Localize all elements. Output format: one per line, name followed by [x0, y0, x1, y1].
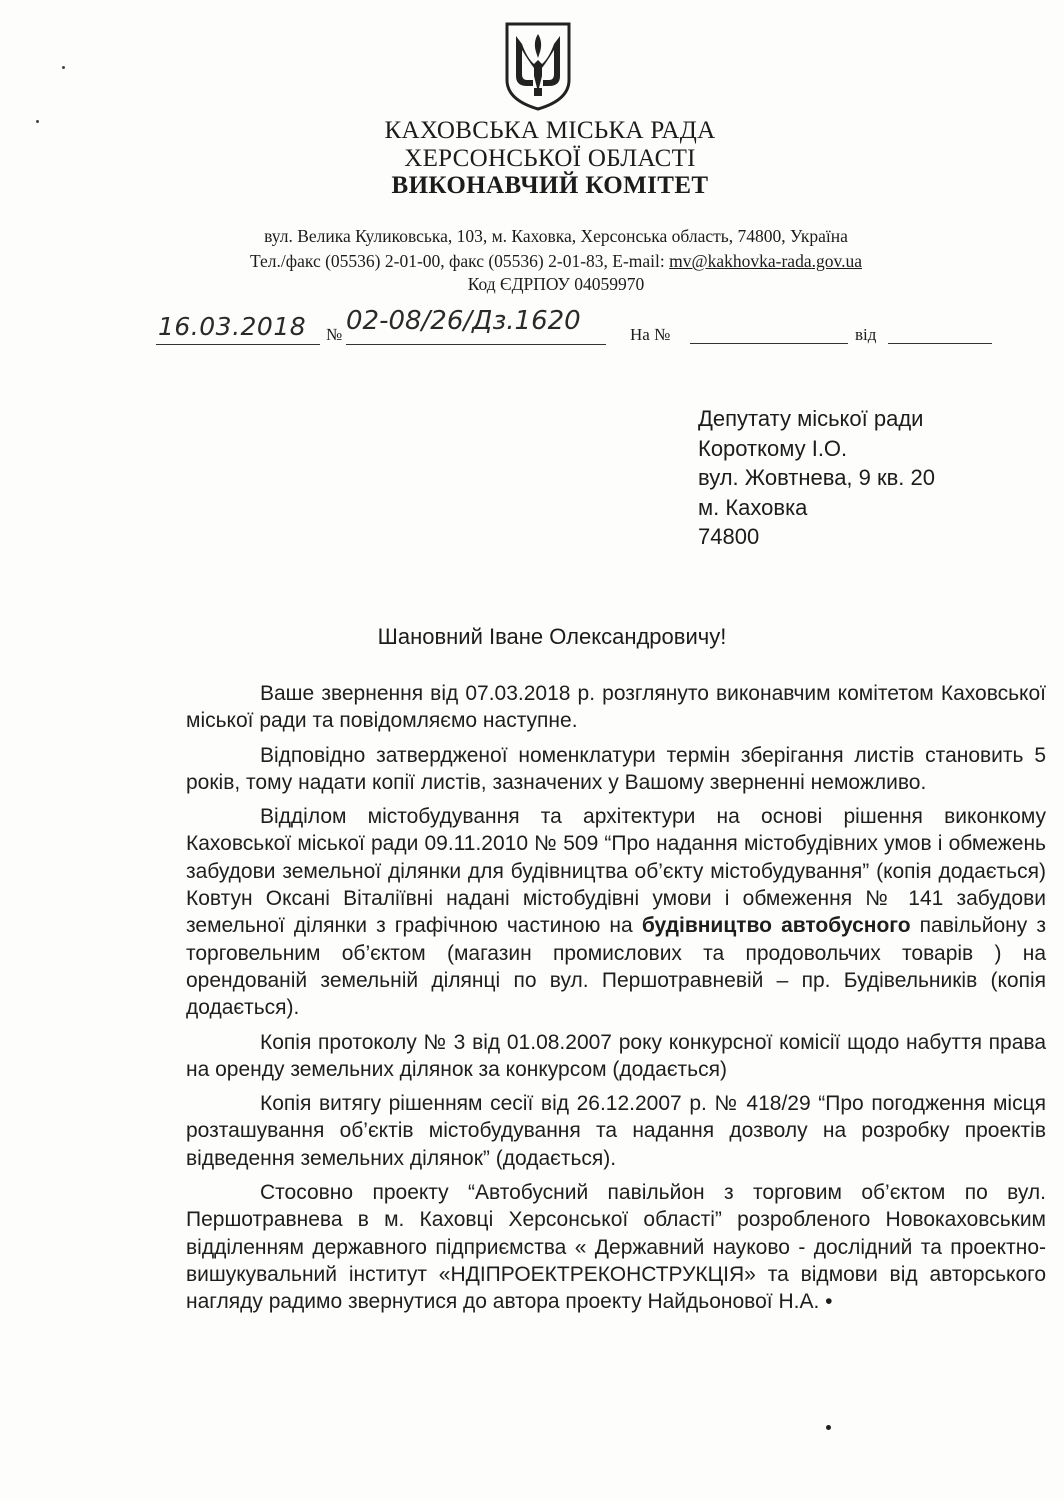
contact-address: вул. Велика Куликовська, 103, м. Каховка, Херсонська область, 74800, Україна	[264, 226, 848, 246]
body-paragraph: Копія витягу рішенням сесії від 26.12.2007 р. № 418/29 “Про погодження місця розташування об’єктів містобудування та надання дозволу на розробку проектів відведення земельних ділянок” (додається).	[186, 1092, 1046, 1170]
body-paragraph: Копія протоколу № 3 від 01.08.2007 року конкурсної комісії щодо набуття права на оренду земельних ділянок за конкурсом (додається)	[186, 1030, 1046, 1081]
body-text-bold: будівництво автобусного	[641, 914, 911, 938]
body-paragraph: Стосовно проекту “Автобусний павільйон з торговим об’єктом по вул. Першотравнева в м. Каховці Херсонської області” розробленого Новокаховським відділенням державного підприємства « Державний науково - дослідний та проектно-вишукувальний інститут «НДІПРОЕКТРЕКОНСТРУКЦІЯ» та відмови від авторського нагляду радимо звернутися до автора проекту Найдьонової Н.А. •	[186, 1181, 1046, 1314]
recipient-line: Депутату міської ради	[698, 406, 924, 431]
recipient-block	[698, 404, 935, 552]
trident-emblem-icon	[503, 20, 573, 112]
ink-dot	[826, 1425, 831, 1430]
body-paragraph: Відповідно затвердженої номенклатури термін зберігання листів становить 5 років, тому надати копії листів, зазначених у Вашому зверненні неможливо.	[186, 743, 1046, 794]
reply-number-label: На №	[630, 325, 671, 344]
letter-body	[186, 680, 1046, 1323]
recipient-line: вул. Жовтнева, 9 кв. 20	[698, 465, 936, 490]
reply-date-underline	[888, 343, 992, 344]
committee-name: ВИКОНАВЧИЙ КОМІТЕТ	[391, 172, 709, 199]
body-text: Відділом містобудування та архітектури на основі рішення виконкому Каховської міської ради 09.11.2010 № 509 “Про надання містобудівних умов і обмежень забудови земельної ділянки для будівництва об’єкту містобудування” (копія додається) Ковтун Оксані Віталіївні надані містобудівні умови і обмеження № 141 забудови земельної ділянки з графічною частиною на	[186, 805, 1046, 938]
contact-email: mv@kakhovka-rada.gov.ua	[669, 251, 862, 271]
registration-number: 02-08/26/Дз.1620	[346, 306, 581, 336]
scan-speck	[36, 120, 39, 123]
contact-code: Код ЄДРПОУ 04059970	[467, 274, 645, 294]
reply-date-label: від	[855, 325, 877, 344]
contact-phones	[0, 253, 1064, 271]
scan-speck	[62, 66, 65, 69]
recipient-line: м. Каховка	[698, 494, 808, 520]
body-paragraph: Ваше звернення від 07.03.2018 р. розглянуто виконавчим комітетом Каховської міської ради та повідомляємо наступне.	[186, 682, 1046, 733]
reply-number-underline	[690, 343, 848, 344]
registration-date: 16.03.2018	[158, 312, 307, 341]
council-name: КАХОВСЬКА МІСЬКА РАДА	[384, 117, 716, 144]
salutation: Шановний Іване Олександровичу!	[377, 624, 727, 649]
recipient-line: 74800	[698, 524, 760, 549]
body-paragraph	[186, 803, 1046, 1021]
contact-phones-text: Тел./факс (05536) 2-01-00, факс (05536) 2-01-83, E-mail:	[250, 251, 670, 271]
registration-number-label: №	[326, 325, 343, 344]
region-name: ХЕРСОНСЬКОЇ ОБЛАСТІ	[404, 145, 696, 172]
number-underline	[346, 344, 606, 345]
body-text: павільйону з торговельним об’єктом (магазин промислових та продовольчих товарів ) на орендованій земельній ділянці по вул. Першотравневій – пр. Будівельників (копія додається).	[186, 914, 1046, 1020]
recipient-line: Короткому І.О.	[698, 435, 848, 461]
registration-line	[150, 306, 1000, 352]
date-underline	[156, 344, 320, 345]
